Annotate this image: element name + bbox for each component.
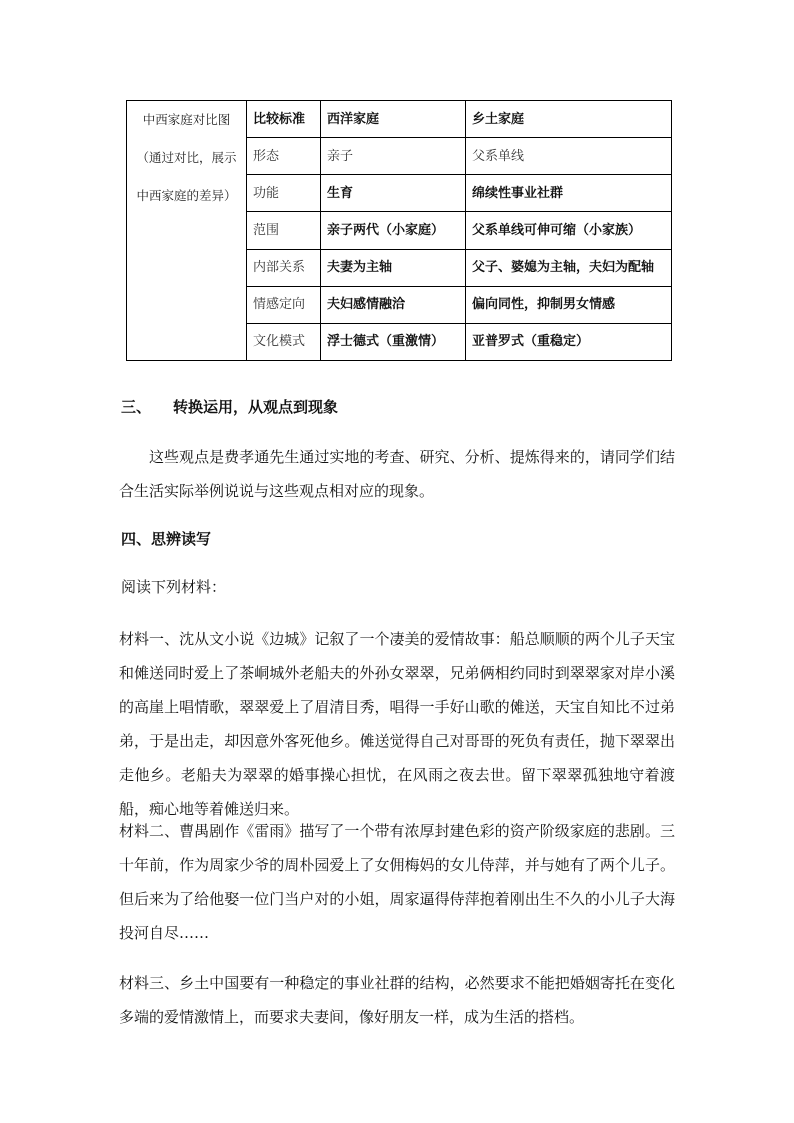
section3-heading xyxy=(121,396,338,417)
row-label: 形态 xyxy=(247,138,321,175)
caption-line: 中西家庭的差异） xyxy=(136,188,237,203)
row-label: 情感定向 xyxy=(247,286,321,323)
western-cell: 生育 xyxy=(321,175,466,212)
comparison-table xyxy=(126,100,672,361)
header-criterion: 比较标准 xyxy=(247,101,321,138)
rural-cell: 父系单线 xyxy=(466,138,672,175)
rural-cell: 亚普罗式（重稳定） xyxy=(466,323,672,360)
rural-cell: 偏向同性，抑制男女情感 xyxy=(466,286,672,323)
material-3: 材料三、乡土中国要有一种稳定的事业社群的结构，必然要求不能把婚姻寄托在变化多端的爱情激情上，而要求夫妻间，像好朋友一样，成为生活的搭档。 xyxy=(119,974,675,1026)
section3-paragraph: 这些观点是费孝通先生通过实地的考查、研究、分析、提炼得来的，请同学们结合生活实际举例说说与这些观点相对应的现象。 xyxy=(119,448,675,500)
header-western-family: 西洋家庭 xyxy=(321,101,466,138)
header-rural-family: 乡土家庭 xyxy=(466,101,672,138)
rural-cell: 绵续性事业社群 xyxy=(466,175,672,212)
western-cell: 亲子两代（小家庭） xyxy=(321,212,466,249)
caption-line: 中西家庭对比图 xyxy=(142,112,231,127)
comparison-table-wrap xyxy=(126,100,671,361)
material-2: 材料二、曹禺剧作《雷雨》描写了一个带有浓厚封建色彩的资产阶级家庭的悲剧。三十年前，作为周家少爷的周朴园爱上了女佣梅妈的女儿侍萍，并与她有了两个儿子。但后来为了给他娶一位门当户对的小姐，周家逼得侍萍抱着刚出生不久的小儿子大海投河自尽…… xyxy=(119,822,675,942)
material-1: 材料一、沈从文小说《边城》记叙了一个凄美的爱情故事：船总顺顺的两个儿子天宝和傩送同时爱上了茶峒城外老船夫的外孙女翠翠，兄弟俩相约同时到翠翠家对岸小溪的高崖上唱情歌，翠翠爱上了眉清目秀，唱得一手好山歌的傩送，天宝自知比不过弟弟，于是出走，却因意外客死他乡。傩送觉得自己对哥哥的死负有责任，抛下翠翠出走他乡。老船夫为翠翠的婚事操心担忧，在风雨之夜去世。留下翠翠孤独地守着渡船，痴心地等着傩送归来。 xyxy=(119,630,675,818)
section4-heading: 四、思辨读写 xyxy=(121,530,212,548)
table-caption-cell xyxy=(127,101,247,361)
row-label: 功能 xyxy=(247,175,321,212)
section3-number: 三、 xyxy=(121,398,152,416)
row-label: 范围 xyxy=(247,212,321,249)
caption-line: （通过对比，展示 xyxy=(136,150,237,165)
section4-intro: 阅读下列材料： xyxy=(121,578,227,596)
rural-cell: 父子、婆媳为主轴，夫妇为配轴 xyxy=(466,249,672,286)
section3-title: 转换运用，从观点到现象 xyxy=(173,398,339,416)
western-cell: 浮士德式（重激情） xyxy=(321,323,466,360)
row-label: 内部关系 xyxy=(247,249,321,286)
row-label: 文化模式 xyxy=(247,323,321,360)
rural-cell: 父系单线可伸可缩（小家族） xyxy=(466,212,672,249)
western-cell: 夫妻为主轴 xyxy=(321,249,466,286)
table-header-row xyxy=(127,101,672,138)
western-cell: 夫妇感情融洽 xyxy=(321,286,466,323)
western-cell: 亲子 xyxy=(321,138,466,175)
